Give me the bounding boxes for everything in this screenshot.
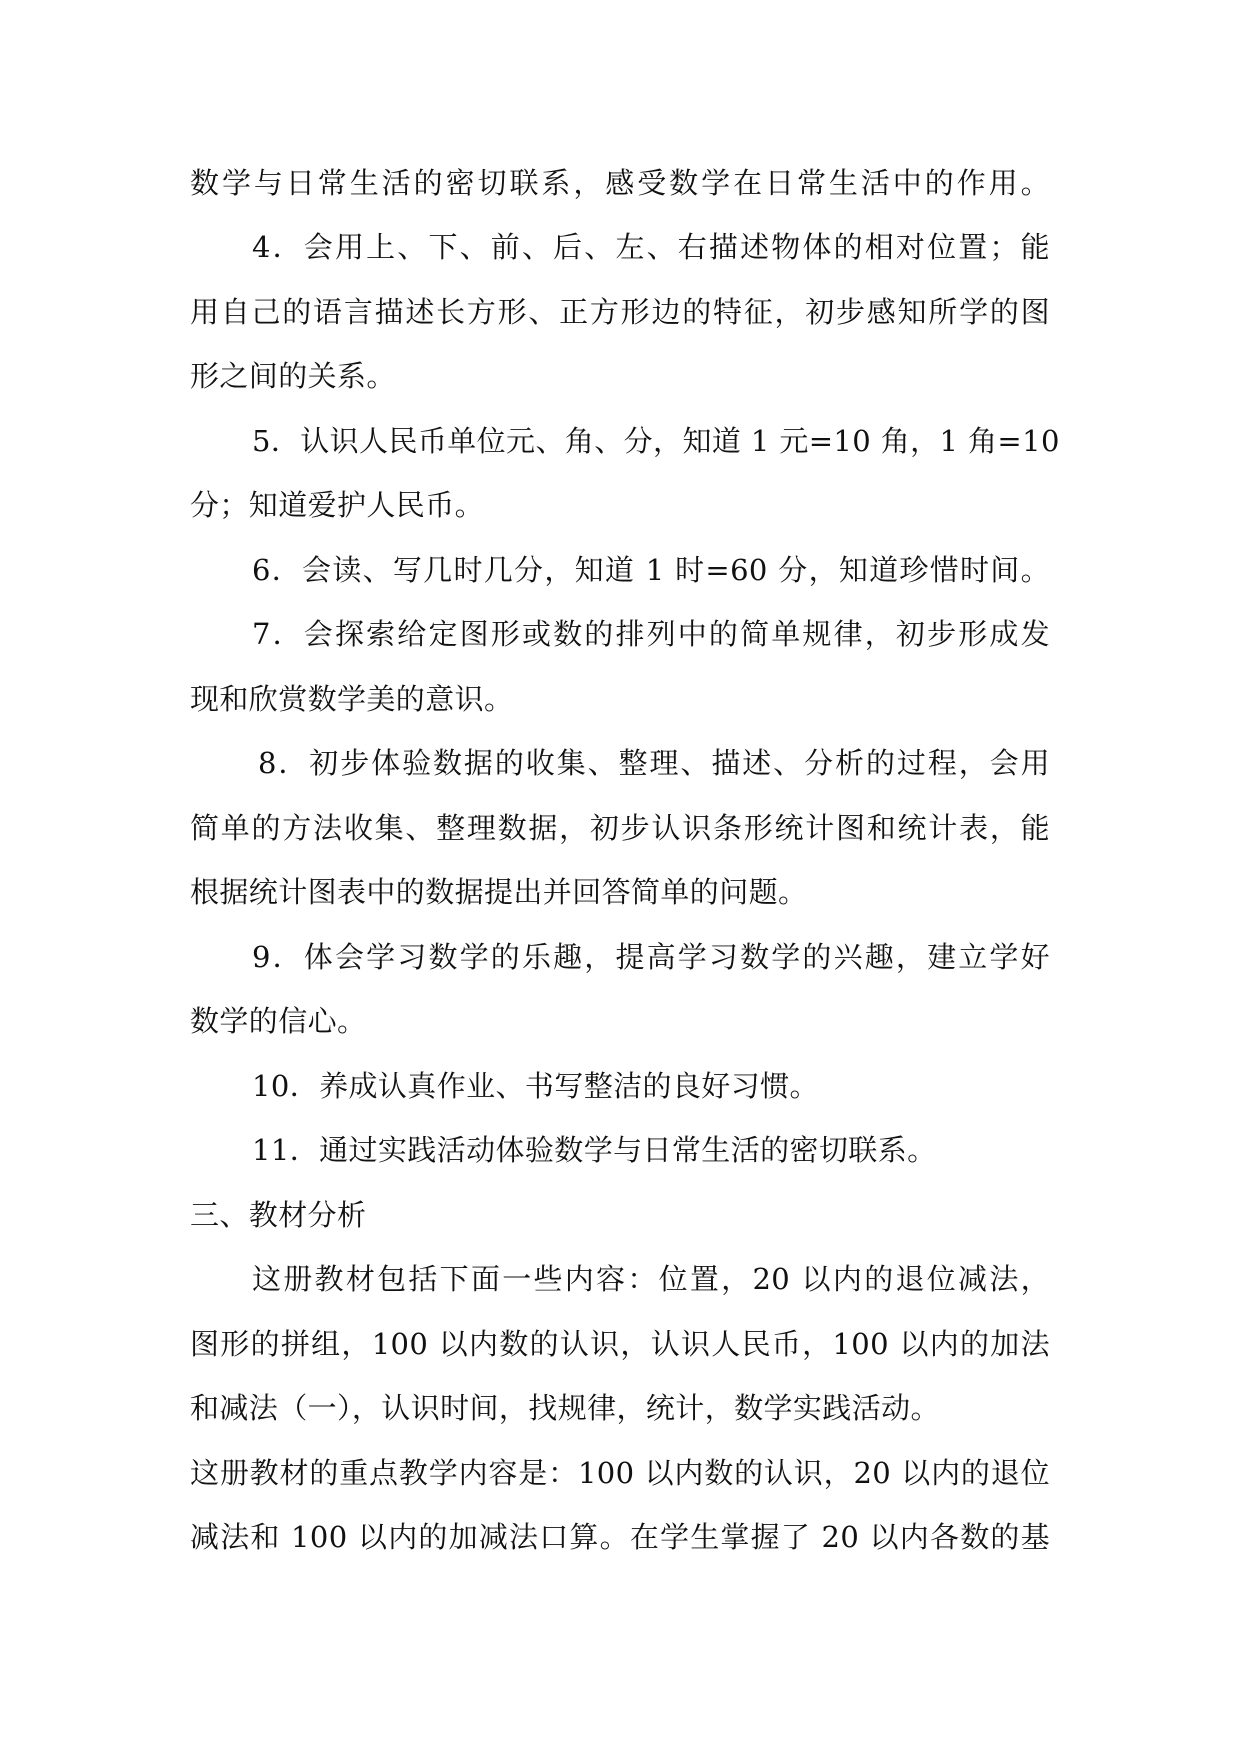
text-line: 5．认识人民币单位元、角、分，知道 1 元=10 角，1 角=10 [252, 424, 1060, 458]
text-line: 和减法（一），认识时间，找规律，统计，数学实践活动。 [190, 1391, 940, 1425]
text-line: 图形的拼组，100 以内数的认识，认识人民币，100 以内的加法 [190, 1327, 1050, 1361]
text-line: 7．会探索给定图形或数的排列中的简单规律，初步形成发 [252, 617, 1050, 651]
text-line: 这册教材包括下面一些内容：位置，20 以内的退位减法， [252, 1262, 1050, 1296]
text-line: 这册教材的重点教学内容是：100 以内数的认识，20 以内的退位 [190, 1456, 1050, 1490]
text-line: 减法和 100 以内的加减法口算。在学生掌握了 20 以内各数的基 [190, 1520, 1050, 1554]
text-line: 9．体会学习数学的乐趣，提高学习数学的兴趣，建立学好 [252, 940, 1050, 974]
text-line: 形之间的关系。 [190, 359, 396, 393]
text-line: 分；知道爱护人民币。 [190, 488, 485, 522]
text-line: 4．会用上、下、前、后、左、右描述物体的相对位置；能 [252, 230, 1050, 264]
text-line: 根据统计图表中的数据提出并回答简单的问题。 [190, 875, 808, 909]
text-line: 数学与日常生活的密切联系，感受数学在日常生活中的作用。 [190, 166, 1050, 200]
text-line: 11．通过实践活动体验数学与日常生活的密切联系。 [252, 1133, 937, 1167]
text-line: 数学的信心。 [190, 1004, 367, 1038]
section-heading: 三、教材分析 [190, 1198, 367, 1232]
text-line: 用自己的语言描述长方形、正方形边的特征，初步感知所学的图 [190, 295, 1050, 329]
text-line: 10．养成认真作业、书写整洁的良好习惯。 [252, 1069, 819, 1103]
text-line: 8．初步体验数据的收集、整理、描述、分析的过程，会用 [258, 746, 1050, 780]
text-line: 6．会读、写几时几分，知道 1 时=60 分，知道珍惜时间。 [252, 553, 1050, 587]
text-line: 简单的方法收集、整理数据，初步认识条形统计图和统计表，能 [190, 811, 1050, 845]
text-line: 现和欣赏数学美的意识。 [190, 682, 514, 716]
